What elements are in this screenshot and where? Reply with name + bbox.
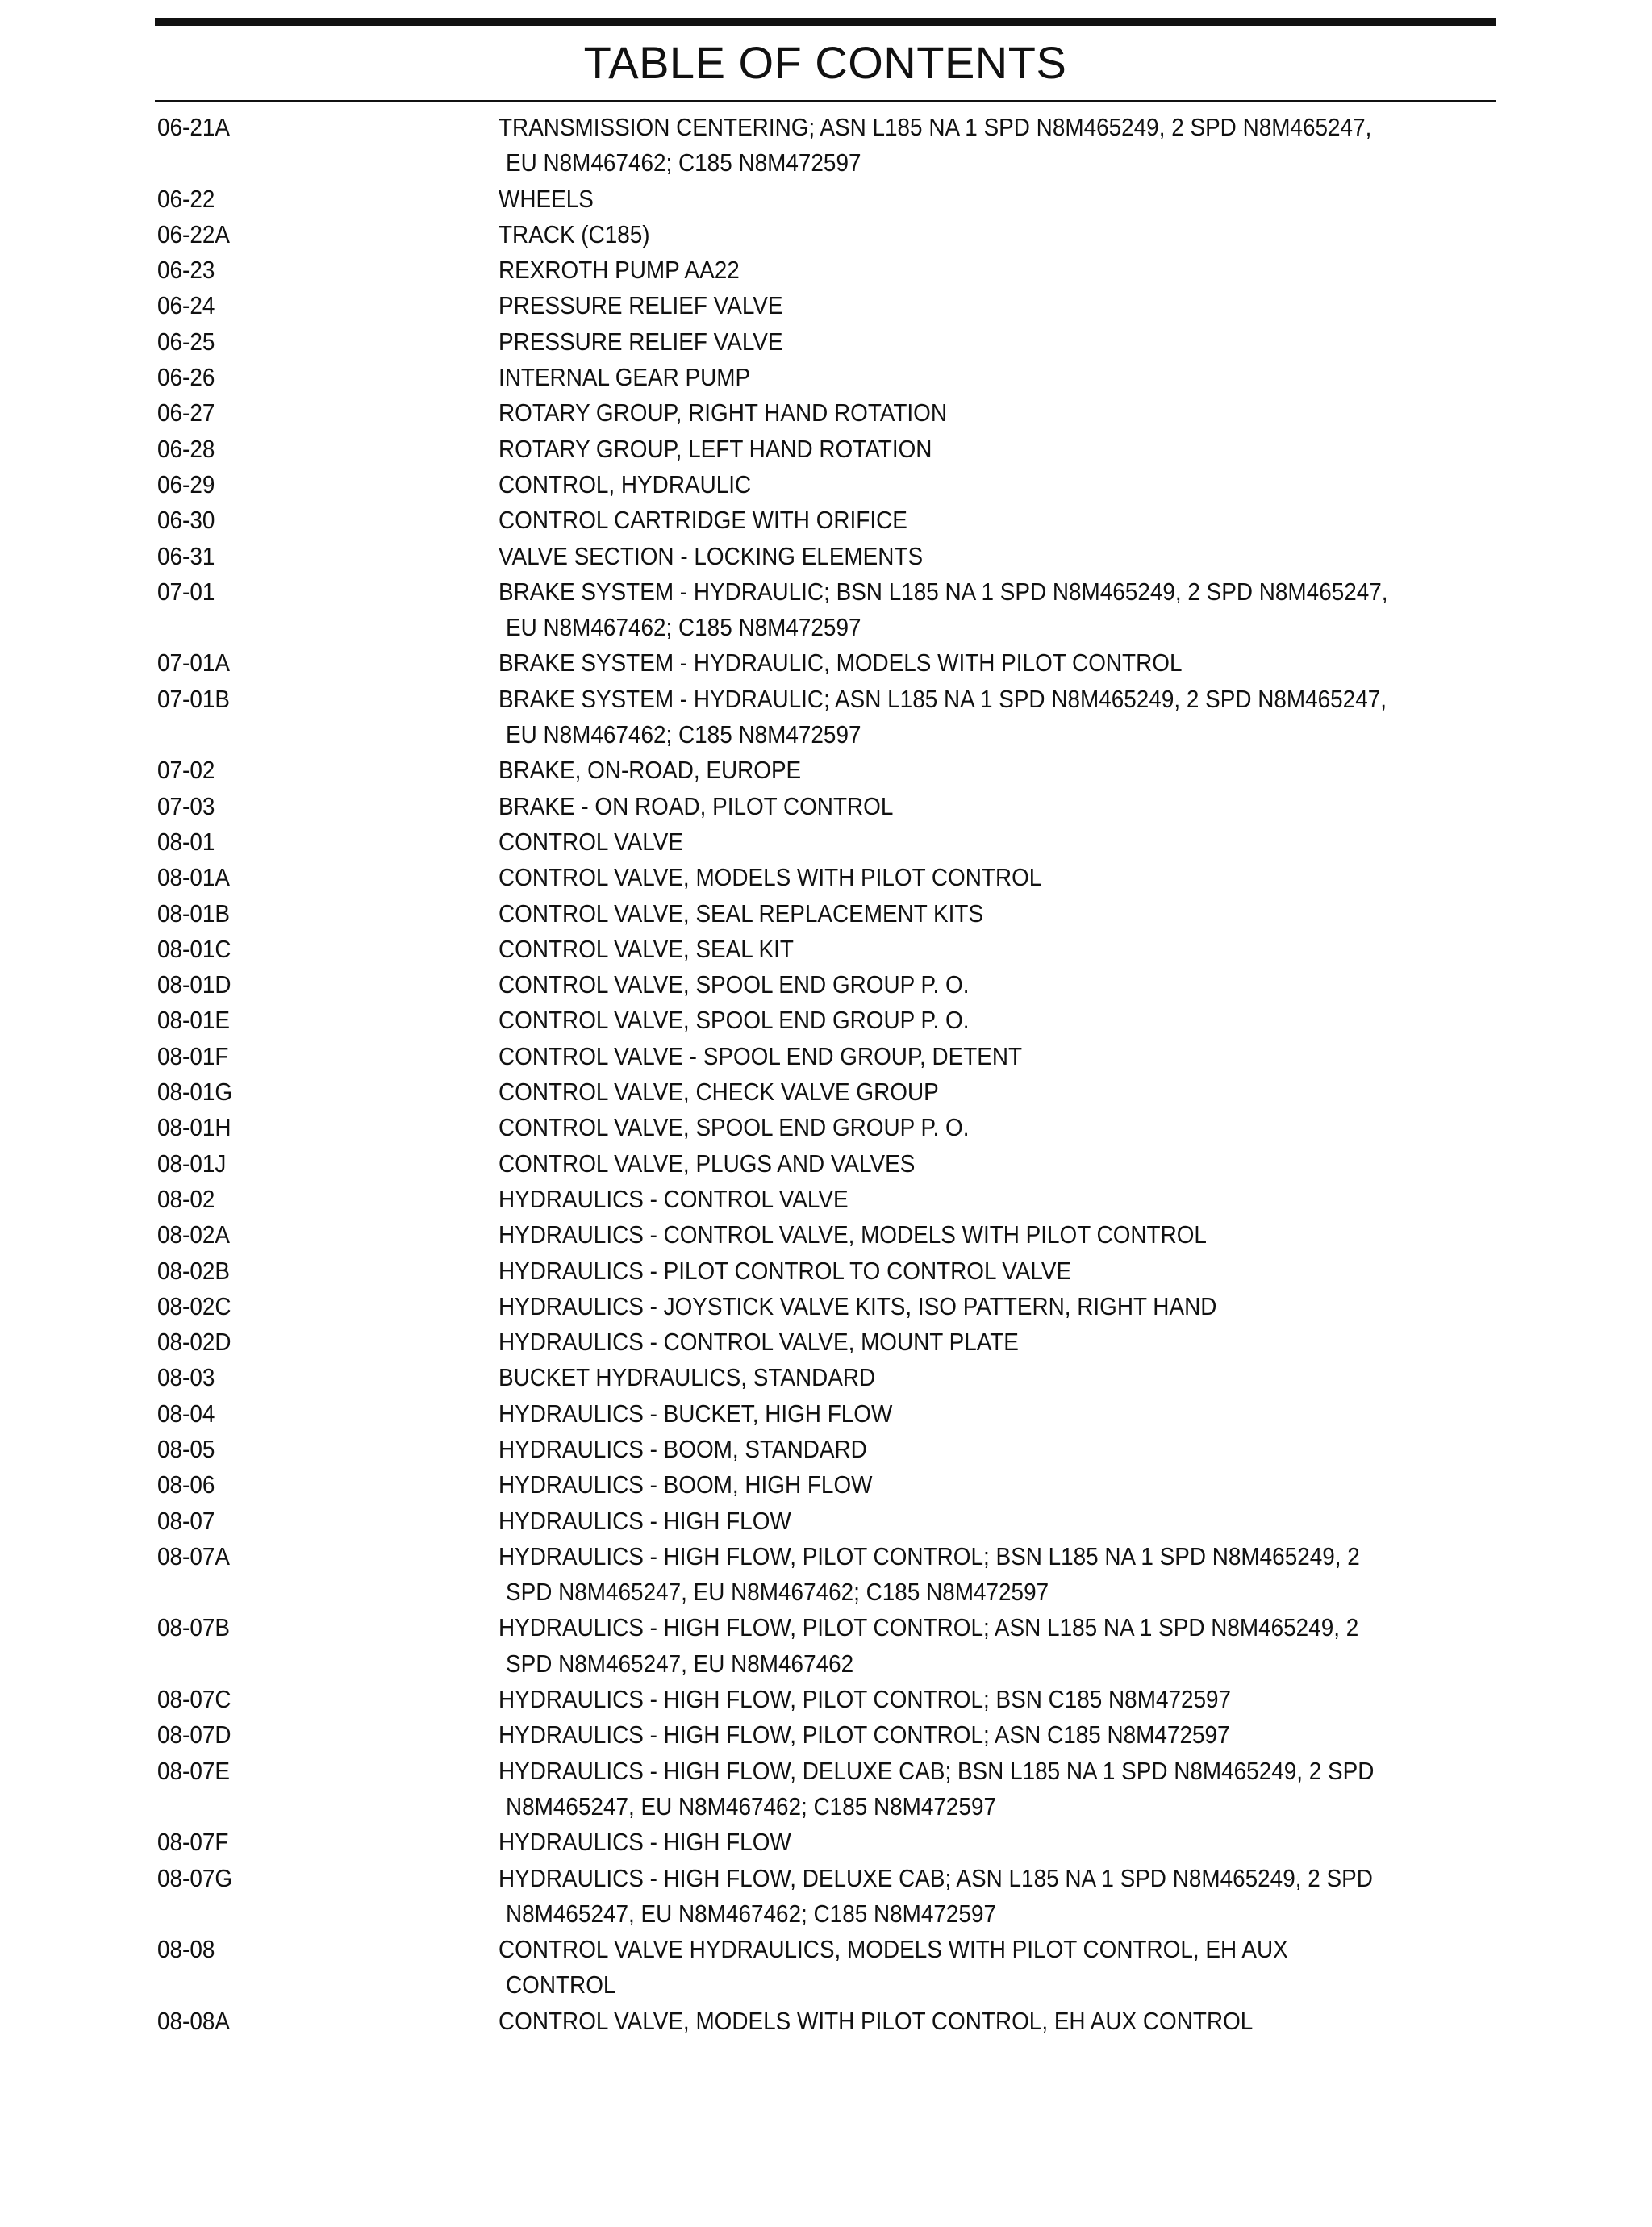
- toc-entry-code: 08-01E: [157, 1006, 230, 1035]
- toc-entry-code: 08-01H: [157, 1113, 232, 1142]
- toc-entry: [157, 1324, 1508, 1360]
- toc-entry-title-line: REXROTH PUMP AA22: [499, 256, 740, 285]
- toc-entry: [157, 324, 1508, 360]
- toc-entry-title: [499, 1324, 1508, 1360]
- toc-entry-title-line: HYDRAULICS - PILOT CONTROL TO CONTROL VALVE: [499, 1256, 1072, 1285]
- toc-entry: [157, 860, 1508, 895]
- toc-entry: [157, 1182, 1508, 1217]
- toc-entry-title: [499, 1146, 1508, 1182]
- toc-entry-title-line: CONTROL VALVE - SPOOL END GROUP, DETENT: [499, 1041, 1023, 1070]
- toc-entry-title-line: TRANSMISSION CENTERING; ASN L185 NA 1 SPD N8M465249, 2 SPD N8M465247,: [499, 113, 1372, 141]
- toc-entry-title: [499, 1110, 1508, 1145]
- toc-entry: [157, 360, 1508, 395]
- toc-entry: [157, 574, 1508, 646]
- toc-entry: [157, 1110, 1508, 1145]
- toc-entry-title-line: HYDRAULICS - CONTROL VALVE, MOUNT PLATE: [499, 1328, 1019, 1357]
- toc-entry: [157, 1074, 1508, 1110]
- toc-entry-code: 07-02: [157, 756, 215, 785]
- toc-entry-code: 06-22: [157, 184, 215, 213]
- toc-entry-title: [499, 824, 1508, 860]
- toc-entry-title-line: CONTROL VALVE, SEAL REPLACEMENT KITS: [499, 899, 984, 928]
- toc-entry-title-line: HYDRAULICS - HIGH FLOW: [499, 1828, 791, 1857]
- toc-entry-title-line: BUCKET HYDRAULICS, STANDARD: [499, 1363, 876, 1392]
- toc-entry: [157, 1825, 1508, 1860]
- toc-entry-title: [499, 1682, 1508, 1717]
- toc-entry-title-continuation: N8M465247, EU N8M467462; C185 N8M472597: [506, 1899, 996, 1928]
- toc-entry-title-line: HYDRAULICS - JOYSTICK VALVE KITS, ISO PATTERN, RIGHT HAND: [499, 1291, 1217, 1320]
- toc-entry-title-line: WHEELS: [499, 184, 594, 213]
- toc-entry: [157, 252, 1508, 288]
- toc-entry-title-line: BRAKE, ON-ROAD, EUROPE: [499, 756, 802, 785]
- toc-entry-title: [499, 789, 1508, 824]
- toc-entry-title-line: HYDRAULICS - HIGH FLOW, PILOT CONTROL; BSN L185 NA 1 SPD N8M465249, 2: [499, 1541, 1360, 1570]
- toc-entry-title: [499, 1754, 1508, 1825]
- toc-entry-title: [499, 645, 1508, 681]
- toc-entry-title: [499, 860, 1508, 895]
- toc-entry-title: [499, 1539, 1508, 1611]
- toc-entry-title: [499, 1717, 1508, 1753]
- toc-entry: [157, 467, 1508, 503]
- toc-entry-title: [499, 896, 1508, 932]
- toc-entry-title: [499, 252, 1508, 288]
- toc-entry-code: 06-29: [157, 469, 215, 498]
- toc-entry: [157, 288, 1508, 323]
- toc-entry-code: 08-01A: [157, 863, 230, 892]
- toc-entry: [157, 503, 1508, 538]
- toc-entry-title: [499, 1503, 1508, 1539]
- toc-entry-title: [499, 1467, 1508, 1503]
- toc-entry-code: 08-02A: [157, 1220, 230, 1249]
- toc-entry-code: 06-27: [157, 398, 215, 427]
- toc-entry: [157, 896, 1508, 932]
- toc-entry-code: 08-01C: [157, 934, 232, 963]
- toc-entry-title: [499, 1289, 1508, 1324]
- toc-list: [157, 110, 1512, 2039]
- toc-entry: [157, 1610, 1508, 1682]
- toc-entry-title: [499, 1861, 1508, 1933]
- toc-entry: [157, 789, 1508, 824]
- toc-entry: [157, 967, 1508, 1003]
- toc-entry-title-line: CONTROL VALVE, SPOOL END GROUP P. O.: [499, 970, 970, 999]
- toc-entry-title-line: CONTROL VALVE, MODELS WITH PILOT CONTROL, EH AUX CONTROL: [499, 2006, 1254, 2035]
- toc-entry-title-line: HYDRAULICS - HIGH FLOW, DELUXE CAB; BSN L185 NA 1 SPD N8M465249, 2 SPD: [499, 1756, 1375, 1785]
- toc-entry-code: 08-01: [157, 827, 215, 856]
- toc-entry-title: [499, 1825, 1508, 1860]
- toc-entry-code: 08-01F: [157, 1041, 229, 1070]
- toc-entry: [157, 432, 1508, 467]
- toc-entry-title: [499, 432, 1508, 467]
- toc-entry-code: 08-02D: [157, 1328, 232, 1357]
- toc-entry: [157, 1932, 1508, 2004]
- toc-entry: [157, 1539, 1508, 1611]
- title-rule: [155, 100, 1496, 102]
- toc-entry-title: [499, 110, 1508, 181]
- toc-entry-code: 06-25: [157, 327, 215, 356]
- toc-entry-code: 08-01J: [157, 1149, 227, 1178]
- toc-entry-title-continuation: CONTROL: [506, 1971, 616, 2000]
- toc-entry-code: 06-26: [157, 363, 215, 392]
- toc-entry-code: 08-01D: [157, 970, 232, 999]
- toc-entry-code: 08-04: [157, 1399, 215, 1428]
- page-title: TABLE OF CONTENTS: [583, 37, 1067, 88]
- toc-entry-title: [499, 967, 1508, 1003]
- toc-entry-title: [499, 1932, 1508, 2004]
- toc-entry-code: 06-23: [157, 256, 215, 285]
- toc-entry-code: 08-08A: [157, 2006, 230, 2035]
- toc-entry: [157, 1717, 1508, 1753]
- toc-entry-code: 08-07D: [157, 1720, 232, 1749]
- toc-entry-code: 06-30: [157, 506, 215, 535]
- toc-entry: [157, 181, 1508, 217]
- toc-entry: [157, 1396, 1508, 1432]
- toc-entry-title-continuation: EU N8M467462; C185 N8M472597: [506, 720, 861, 749]
- toc-entry-code: 08-01G: [157, 1078, 233, 1107]
- toc-entry: [157, 1003, 1508, 1038]
- toc-entry: [157, 217, 1508, 252]
- toc-entry-code: 08-02: [157, 1184, 215, 1213]
- toc-entry-title: [499, 324, 1508, 360]
- toc-entry-title-line: INTERNAL GEAR PUMP: [499, 363, 751, 392]
- toc-entry-title-line: CONTROL VALVE, SPOOL END GROUP P. O.: [499, 1113, 970, 1142]
- toc-entry: [157, 753, 1508, 788]
- toc-entry: [157, 1289, 1508, 1324]
- toc-entry-title-line: BRAKE SYSTEM - HYDRAULIC; BSN L185 NA 1 SPD N8M465249, 2 SPD N8M465247,: [499, 577, 1388, 606]
- toc-entry: [157, 1754, 1508, 1825]
- toc-entry-title-continuation: N8M465247, EU N8M467462; C185 N8M472597: [506, 1791, 996, 1820]
- toc-entry-title-continuation: SPD N8M465247, EU N8M467462: [506, 1649, 854, 1678]
- toc-entry: [157, 1039, 1508, 1074]
- toc-entry: [157, 1217, 1508, 1253]
- toc-entry-code: 07-01: [157, 577, 215, 606]
- toc-entry-code: 08-01B: [157, 899, 230, 928]
- toc-entry-title-line: CONTROL VALVE, SEAL KIT: [499, 934, 794, 963]
- toc-entry-title: [499, 753, 1508, 788]
- top-rule: [155, 18, 1496, 26]
- toc-entry-title-line: CONTROL VALVE, SPOOL END GROUP P. O.: [499, 1006, 970, 1035]
- toc-entry-title: [499, 1396, 1508, 1432]
- toc-entry-title: [499, 932, 1508, 967]
- toc-entry-title: [499, 467, 1508, 503]
- toc-entry-title: [499, 288, 1508, 323]
- toc-entry: [157, 539, 1508, 574]
- toc-entry: [157, 2004, 1508, 2039]
- toc-entry-title-line: CONTROL VALVE HYDRAULICS, MODELS WITH PILOT CONTROL, EH AUX: [499, 1935, 1288, 1964]
- toc-entry: [157, 682, 1508, 753]
- toc-entry-title-line: CONTROL CARTRIDGE WITH ORIFICE: [499, 506, 907, 535]
- toc-entry-code: 08-07C: [157, 1685, 232, 1714]
- toc-entry-title-continuation: EU N8M467462; C185 N8M472597: [506, 613, 861, 642]
- toc-entry-title-line: HYDRAULICS - CONTROL VALVE, MODELS WITH PILOT CONTROL: [499, 1220, 1207, 1249]
- toc-entry-code: 08-07E: [157, 1756, 230, 1785]
- toc-entry-title: [499, 574, 1508, 646]
- toc-entry-title-line: TRACK (C185): [499, 219, 650, 248]
- toc-entry-title-line: HYDRAULICS - HIGH FLOW, PILOT CONTROL; ASN L185 NA 1 SPD N8M465249, 2: [499, 1613, 1359, 1642]
- toc-entry-title-line: HYDRAULICS - HIGH FLOW, DELUXE CAB; ASN L185 NA 1 SPD N8M465249, 2 SPD: [499, 1863, 1373, 1892]
- toc-entry-title: [499, 181, 1508, 217]
- toc-entry: [157, 1467, 1508, 1503]
- toc-entry-title-continuation: EU N8M467462; C185 N8M472597: [506, 148, 861, 177]
- toc-entry-code: 06-21A: [157, 113, 230, 141]
- toc-entry-title: [499, 217, 1508, 252]
- toc-entry-title: [499, 682, 1508, 753]
- toc-entry-title-line: HYDRAULICS - BOOM, HIGH FLOW: [499, 1470, 873, 1499]
- toc-entry: [157, 395, 1508, 431]
- toc-entry: [157, 1432, 1508, 1467]
- toc-entry-title: [499, 1182, 1508, 1217]
- toc-entry: [157, 1503, 1508, 1539]
- toc-entry-title-line: BRAKE SYSTEM - HYDRAULIC; ASN L185 NA 1 SPD N8M465249, 2 SPD N8M465247,: [499, 684, 1387, 713]
- toc-entry-code: 08-06: [157, 1470, 215, 1499]
- toc-entry: [157, 1360, 1508, 1395]
- toc-entry-title-line: BRAKE - ON ROAD, PILOT CONTROL: [499, 791, 894, 820]
- toc-entry-title: [499, 395, 1508, 431]
- toc-entry-title: [499, 1074, 1508, 1110]
- toc-entry-code: 07-01A: [157, 648, 230, 678]
- toc-entry-title-continuation: SPD N8M465247, EU N8M467462; C185 N8M472597: [506, 1578, 1049, 1607]
- toc-entry: [157, 1146, 1508, 1182]
- toc-entry-title: [499, 1253, 1508, 1289]
- toc-entry-code: 08-03: [157, 1363, 215, 1392]
- toc-entry-title-line: VALVE SECTION - LOCKING ELEMENTS: [499, 541, 924, 570]
- toc-entry-title-line: CONTROL VALVE, MODELS WITH PILOT CONTROL: [499, 863, 1042, 892]
- toc-entry-code: 06-24: [157, 291, 215, 320]
- toc-entry-title: [499, 1217, 1508, 1253]
- toc-entry-code: 08-02B: [157, 1256, 230, 1285]
- toc-entry-code: 08-07G: [157, 1863, 233, 1892]
- toc-entry-title-line: CONTROL VALVE: [499, 827, 683, 856]
- toc-entry-title-line: HYDRAULICS - HIGH FLOW, PILOT CONTROL; ASN C185 N8M472597: [499, 1720, 1230, 1749]
- toc-entry-title: [499, 503, 1508, 538]
- toc-entry-title-line: CONTROL VALVE, PLUGS AND VALVES: [499, 1149, 916, 1178]
- toc-entry-title-line: BRAKE SYSTEM - HYDRAULIC, MODELS WITH PILOT CONTROL: [499, 648, 1183, 678]
- toc-entry-title-line: PRESSURE RELIEF VALVE: [499, 291, 783, 320]
- toc-entry: [157, 1253, 1508, 1289]
- toc-entry-title-line: HYDRAULICS - BUCKET, HIGH FLOW: [499, 1399, 893, 1428]
- toc-entry-code: 08-02C: [157, 1291, 232, 1320]
- toc-entry-title-line: PRESSURE RELIEF VALVE: [499, 327, 783, 356]
- toc-entry-code: 08-07F: [157, 1828, 229, 1857]
- toc-entry-title: [499, 1610, 1508, 1682]
- toc-entry-title: [499, 2004, 1508, 2039]
- toc-entry-title-line: ROTARY GROUP, RIGHT HAND ROTATION: [499, 398, 948, 427]
- toc-entry-title-line: ROTARY GROUP, LEFT HAND ROTATION: [499, 434, 932, 463]
- toc-entry-title-line: HYDRAULICS - CONTROL VALVE: [499, 1184, 849, 1213]
- toc-entry: [157, 110, 1508, 181]
- toc-entry-code: 08-07B: [157, 1613, 230, 1642]
- toc-entry-title-line: HYDRAULICS - BOOM, STANDARD: [499, 1434, 867, 1463]
- toc-entry-code: 07-01B: [157, 684, 230, 713]
- toc-entry-code: 06-22A: [157, 219, 230, 248]
- toc-entry-title-line: CONTROL VALVE, CHECK VALVE GROUP: [499, 1078, 939, 1107]
- toc-entry: [157, 824, 1508, 860]
- toc-entry-code: 06-31: [157, 541, 215, 570]
- toc-entry-title: [499, 1003, 1508, 1038]
- toc-entry-code: 08-07A: [157, 1541, 230, 1570]
- toc-entry-code: 08-05: [157, 1434, 215, 1463]
- toc-entry: [157, 1682, 1508, 1717]
- toc-entry-title: [499, 1432, 1508, 1467]
- toc-entry-code: 08-07: [157, 1506, 215, 1535]
- toc-entry: [157, 932, 1508, 967]
- toc-entry-title-line: HYDRAULICS - HIGH FLOW: [499, 1506, 791, 1535]
- toc-entry-title-line: HYDRAULICS - HIGH FLOW, PILOT CONTROL; BSN C185 N8M472597: [499, 1685, 1232, 1714]
- toc-entry-title: [499, 1039, 1508, 1074]
- toc-entry-code: 08-08: [157, 1935, 215, 1964]
- toc-entry-title: [499, 360, 1508, 395]
- toc-entry-title: [499, 539, 1508, 574]
- toc-entry-title: [499, 1360, 1508, 1395]
- toc-entry: [157, 1861, 1508, 1933]
- toc-entry: [157, 645, 1508, 681]
- toc-entry-code: 07-03: [157, 791, 215, 820]
- toc-entry-title-line: CONTROL, HYDRAULIC: [499, 469, 752, 498]
- toc-entry-code: 06-28: [157, 434, 215, 463]
